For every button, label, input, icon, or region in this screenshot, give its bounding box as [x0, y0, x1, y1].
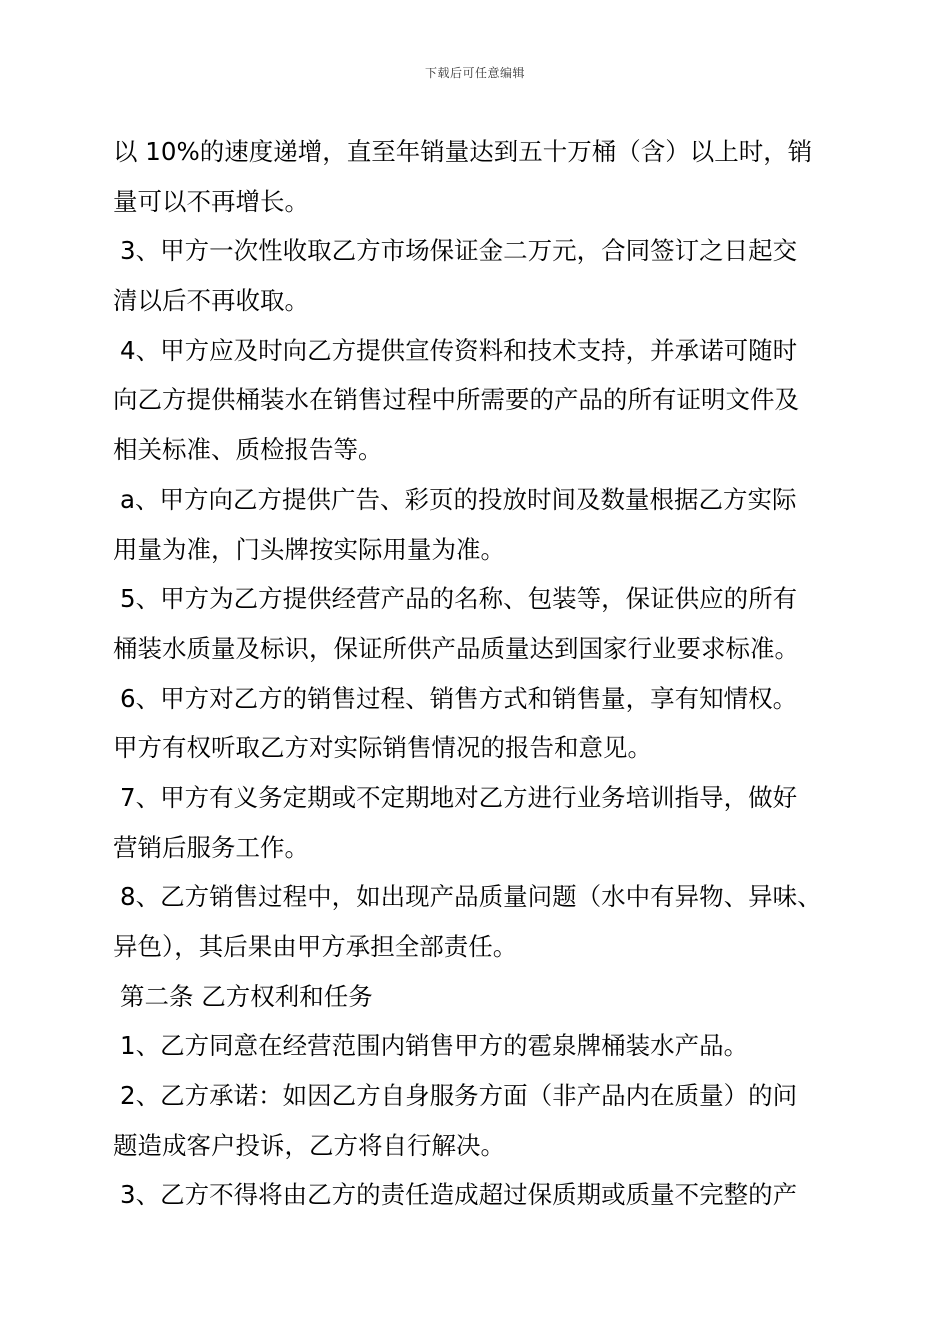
text-line: 6、甲方对乙方的销售过程、销售方式和销售量，享有知情权。 — [120, 683, 798, 713]
text-line: 以 10%的速度递增，直至年销量达到五十万桶（含）以上时，销 — [113, 137, 813, 166]
text-line: 用量为准，门头牌按实际用量为准。 — [113, 534, 505, 564]
text-line: 8、乙方销售过程中，如出现产品质量问题（水中有异物、异味、 — [120, 882, 822, 912]
text-line: 相关标准、质检报告等。 — [113, 435, 383, 465]
text-line: 甲方有权听取乙方对实际销售情况的报告和意见。 — [113, 733, 652, 763]
text-line: 4、甲方应及时向乙方提供宣传资料和技术支持，并承诺可随时 — [120, 335, 798, 365]
text-line: 量可以不再增长。 — [113, 186, 309, 216]
text-line: 桶装水质量及标识，保证所供产品质量达到国家行业要求标准。 — [113, 633, 799, 663]
text-line: 5、甲方为乙方提供经营产品的名称、包装等，保证供应的所有 — [120, 584, 798, 614]
section-heading: 第二条 乙方权利和任务 — [120, 981, 373, 1011]
text-line: 1、乙方同意在经营范围内销售甲方的雹泉牌桶装水产品。 — [120, 1031, 749, 1061]
text-line: 向乙方提供桶装水在销售过程中所需要的产品的所有证明文件及 — [113, 385, 799, 415]
text-line: 题造成客户投诉，乙方将自行解决。 — [113, 1130, 505, 1160]
document-body — [113, 127, 853, 1220]
text-line: 异色），其后果由甲方承担全部责任。 — [113, 932, 518, 961]
text-line: 3、乙方不得将由乙方的责任造成超过保质期或质量不完整的产 — [120, 1180, 798, 1210]
text-line: a、甲方向乙方提供广告、彩页的投放时间及数量根据乙方实际 — [120, 484, 797, 514]
text-line: 营销后服务工作。 — [113, 832, 309, 862]
text-line: 清以后不再收取。 — [113, 286, 309, 316]
text-line: 7、甲方有义务定期或不定期地对乙方进行业务培训指导，做好 — [120, 782, 798, 812]
text-line: 2、乙方承诺：如因乙方自身服务方面（非产品内在质量）的问 — [120, 1081, 798, 1111]
text-line: 3、甲方一次性收取乙方市场保证金二万元，合同签订之日起交 — [120, 236, 798, 266]
page-header: 下载后可任意编辑 — [424, 66, 525, 80]
